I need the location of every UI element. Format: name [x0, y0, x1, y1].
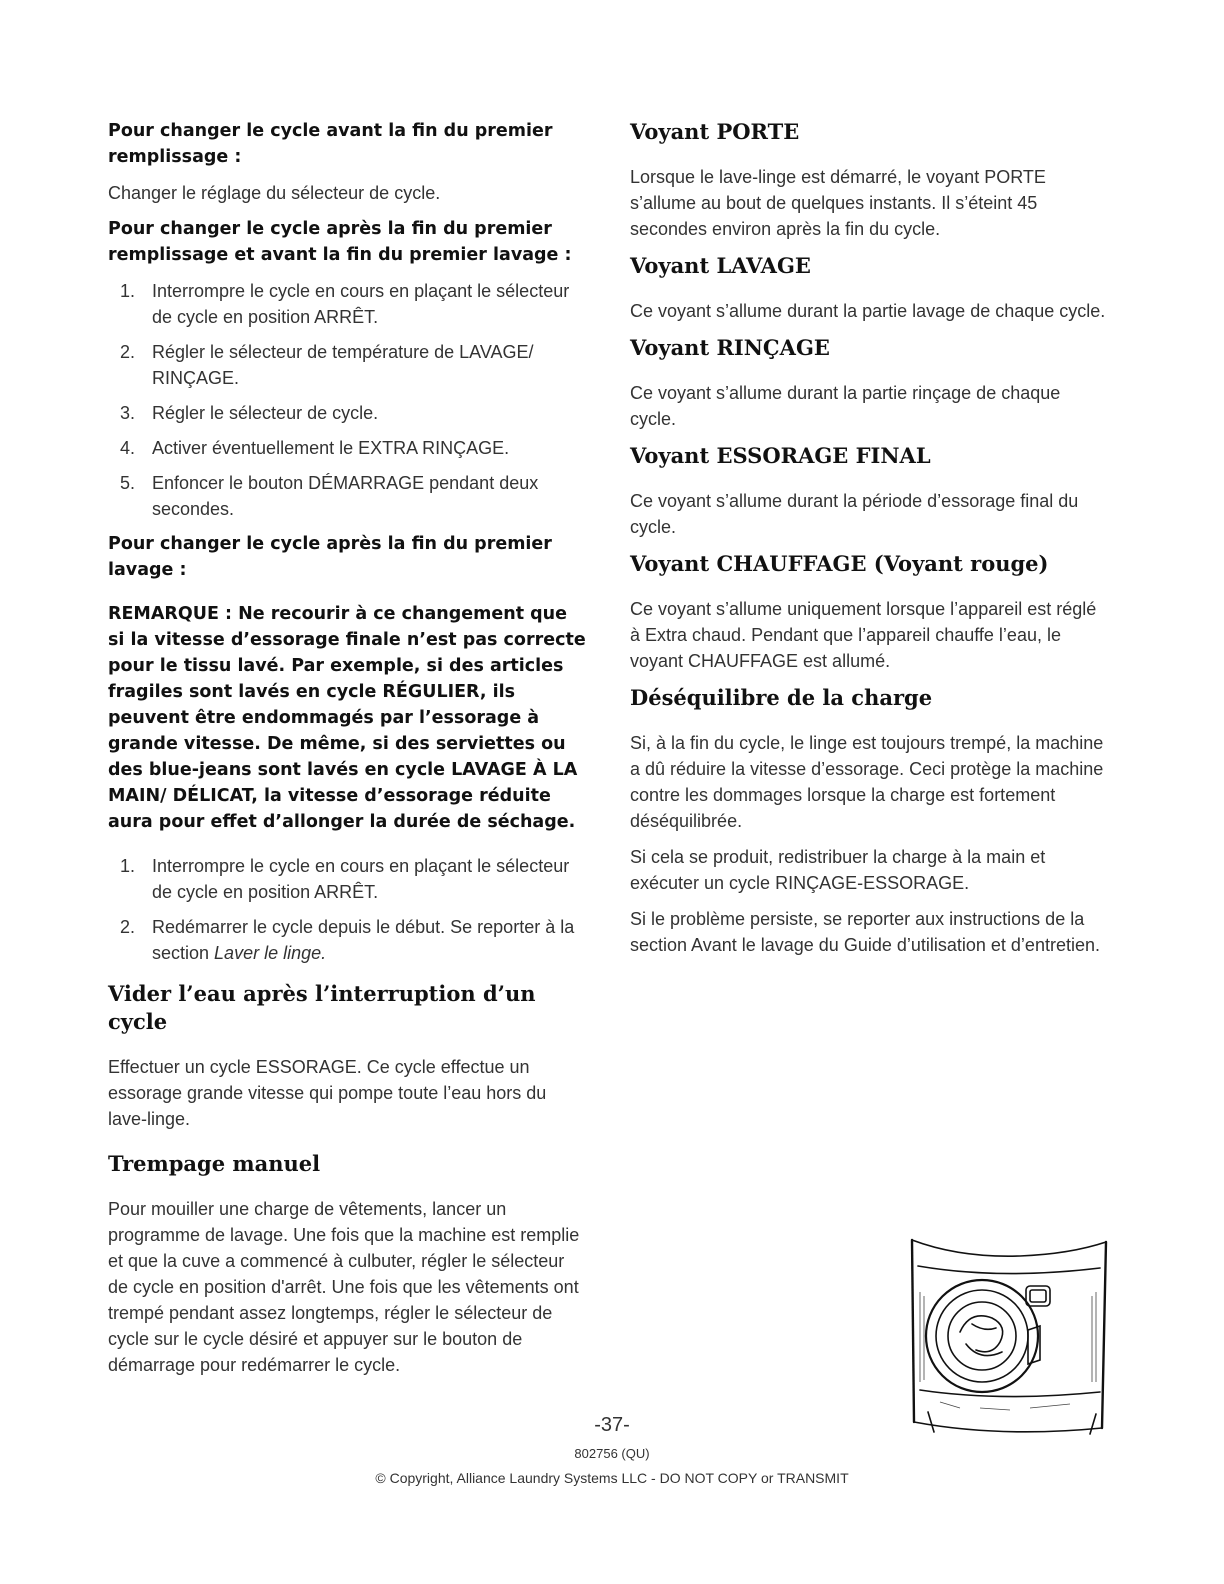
list-item: 5. Enfoncer le bouton DÉMARRAGE pendant deux secondes.	[120, 473, 539, 519]
steps-list-1	[108, 278, 588, 522]
section-title: Voyant LAVAGE	[630, 253, 811, 278]
section-title-drain: Vider l’eau après l’interruption d’un cycle	[108, 981, 536, 1034]
heading-before-first-fill: Pour changer le cycle avant la fin du premier remplissage :	[108, 121, 553, 167]
section-title: Déséquilibre de la charge	[630, 685, 933, 710]
list-item: 1. Interrompre le cycle en cours en plaçant le sélecteur de cycle en position ARRÊT.	[120, 281, 570, 327]
section-title: Voyant PORTE	[630, 119, 800, 144]
paragraph-change-selector: Changer le réglage du sélecteur de cycle.	[108, 183, 441, 203]
right-column	[630, 118, 1110, 968]
section-text-soak: Pour mouiller une charge de vêtements, lancer un programme de lavage. Une fois que la machine est remplie et que la cuve a commencé à culbuter, régler le sélecteur de cycle en position d'arrêt. Une fois que les vêtements ont trempé pendant assez longtemps, régler le sélecteur de cycle sur le cycle désiré et appuyer sur le bouton de démarrage pour redémarrer le cycle.	[108, 1199, 580, 1375]
copyright-notice: © Copyright, Alliance Laundry Systems LLC - DO NOT COPY or TRANSMIT	[375, 1470, 849, 1486]
section-text: Si, à la fin du cycle, le linge est toujours trempé, la machine a dû réduire la vitesse d’essorage. Ceci protège la machine contre les dommages lorsque la charge est fortement déséquilibrée.	[630, 733, 1104, 831]
section-title: Voyant ESSORAGE FINAL	[630, 443, 931, 468]
document-number: 802756 (QU)	[574, 1446, 650, 1461]
list-item: 1. Interrompre le cycle en cours en plaçant le sélecteur de cycle en position ARRÊT.	[120, 856, 570, 902]
heading-after-first-fill: Pour changer le cycle après la fin du premier remplissage et avant la fin du premier lavage :	[108, 219, 572, 265]
section-text: Lorsque le lave-linge est démarré, le voyant PORTE s’allume au bout de quelques instants. Il s’éteint 45 secondes environ après la fin du cycle.	[630, 167, 1046, 239]
section-text: Si le problème persiste, se reporter aux instructions de la section Avant le lavage du Guide d’utilisation et d’entretien.	[630, 909, 1100, 955]
list-item: 2. Régler le sélecteur de température de LAVAGE/ RINÇAGE.	[120, 342, 534, 388]
left-column	[108, 118, 588, 1378]
section-title: Voyant CHAUFFAGE (Voyant rouge)	[630, 551, 1049, 576]
section-text: Ce voyant s’allume durant la partie rinçage de chaque cycle.	[630, 383, 1061, 429]
section-title: Voyant RINÇAGE	[630, 335, 830, 360]
section-text: Ce voyant s’allume uniquement lorsque l’appareil est réglé à Extra chaud. Pendant que l’appareil chauffe l’eau, le voyant CHAUFFAGE est allumé.	[630, 599, 1097, 671]
list-item: 2. Redémarrer le cycle depuis le début. Se reporter à la section Laver le linge.	[120, 917, 575, 963]
page-number: -37-	[594, 1414, 630, 1436]
section-text-drain: Effectuer un cycle ESSORAGE. Ce cycle effectue un essorage grande vitesse qui pompe toute l’eau hors du lave-linge.	[108, 1057, 547, 1129]
list-item: 3. Régler le sélecteur de cycle.	[120, 403, 379, 423]
list-item: 4. Activer éventuellement le EXTRA RINÇAGE.	[120, 438, 510, 458]
section-title-soak: Trempage manuel	[108, 1151, 321, 1176]
section-text: Ce voyant s’allume durant la partie lavage de chaque cycle.	[630, 301, 1106, 321]
steps-list-2	[108, 853, 588, 966]
heading-after-first-wash: Pour changer le cycle après la fin du premier lavage :	[108, 534, 552, 580]
section-text: Ce voyant s’allume durant la période d’essorage final du cycle.	[630, 491, 1079, 537]
section-text: Si cela se produit, redistribuer la charge à la main et exécuter un cycle RINÇAGE-ESSORAGE.	[630, 847, 1046, 893]
remarque-note: REMARQUE : Ne recourir à ce changement que si la vitesse d’essorage finale n’est pas correcte pour le tissu lavé. Par exemple, si des articles fragiles sont lavés en cycle RÉGULIER, ils peuvent être endommagés par l’essorage à grande vitesse. De même, si des serviettes ou des blue-jeans sont lavés en cycle LAVAGE À LA MAIN/ DÉLICAT, la vitesse d’essorage réduite aura pour effet d’allonger la durée de séchage.	[108, 604, 586, 832]
